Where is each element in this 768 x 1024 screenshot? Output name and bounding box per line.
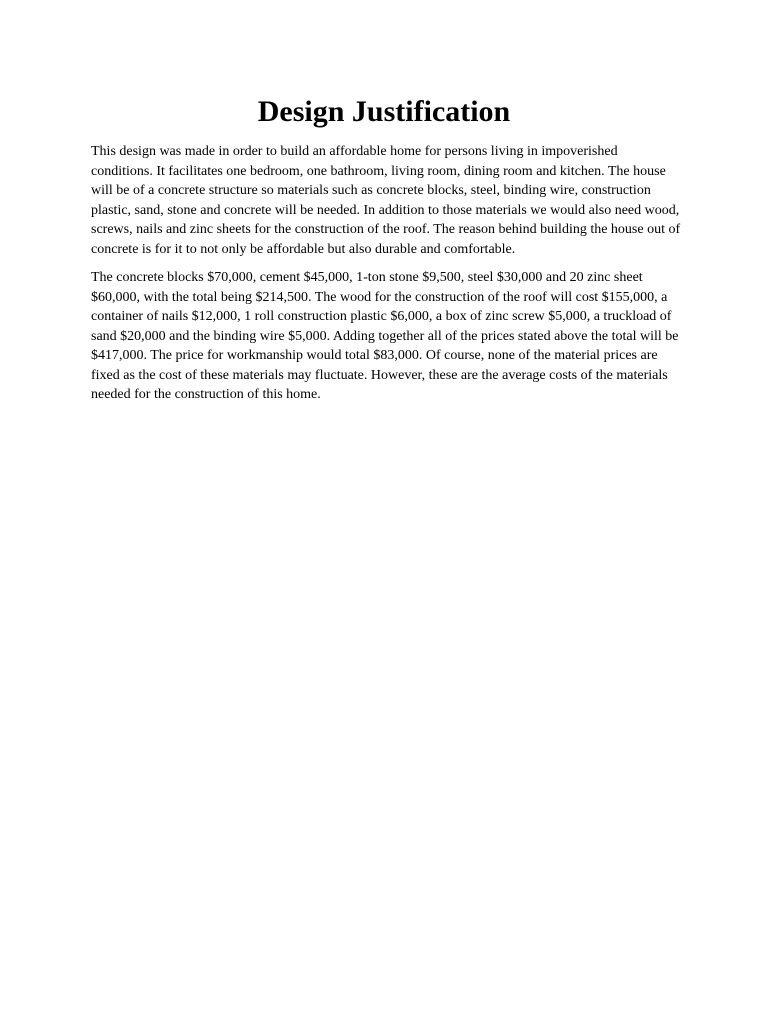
document-body	[91, 142, 681, 414]
paragraph-design-overview: This design was made in order to build an affordable home for persons living in impoverished conditions. It facilitates one bedroom, one bathroom, living room, dining room and kitchen. The house will be of a concrete structure so materials such as concrete blocks, steel, binding wire, construction plastic, sand, stone and concrete will be needed. In addition to those materials we would also need wood, screws, nails and zinc sheets for the construction of the roof. The reason behind building the house out of concrete is for it to not only be affordable but also durable and comfortable.	[91, 144, 681, 257]
document-title: Design Justification	[257, 95, 511, 128]
paragraph-material-costs: The concrete blocks $70,000, cement $45,000, 1-ton stone $9,500, steel $30,000 and 20 zinc sheet $60,000, with the total being $214,500. The wood for the construction of the roof will cost $155,000, a container of nails $12,000, 1 roll construction plastic $6,000, a box of zinc screw $5,000, a truckload of sand $20,000 and the binding wire $5,000. Adding together all of the prices stated above the total will be $417,000. The price for workmanship would total $83,000. Of course, none of the material prices are fixed as the cost of these materials may fluctuate. However, these are the average costs of the materials needed for the construction of this home.	[91, 270, 679, 402]
